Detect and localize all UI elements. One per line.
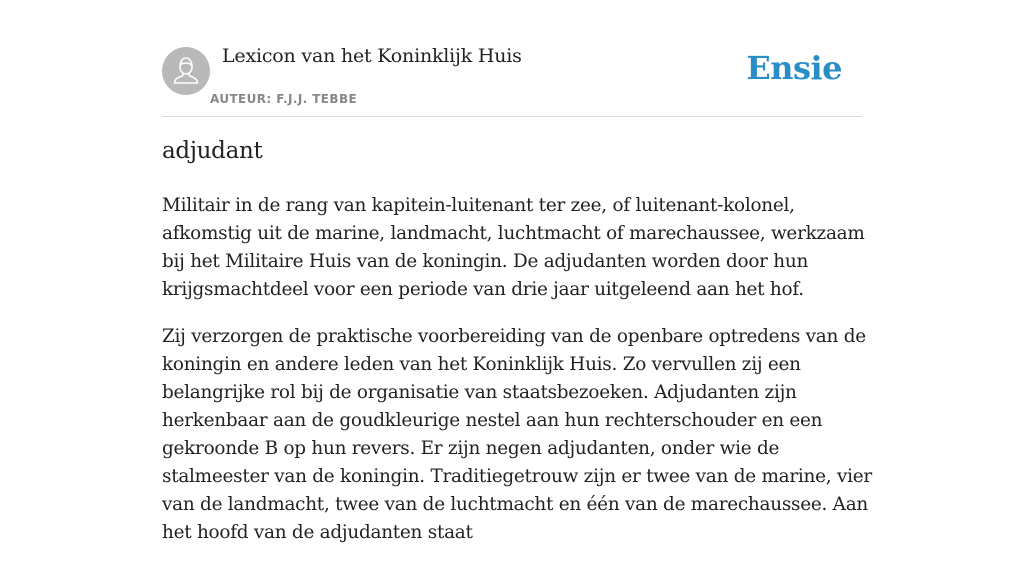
- header: [162, 44, 862, 117]
- entry-paragraph: Militair in de rang van kapitein-luitenant ter zee, of luitenant-kolonel, afkomstig uit de marine, landmacht, luchtmacht of marechaussee, werkzaam bij het Militaire Huis van de koningin. De adjudanten worden door hun krijgsmachtdeel voor een periode van drie jaar uitgeleend aan het hof.: [162, 195, 865, 300]
- author-avatar[interactable]: [162, 47, 210, 95]
- user-avatar-icon: [162, 47, 210, 95]
- entry-paragraph: Zij verzorgen de praktische voorbereiding van de openbare optredens van de koningin en andere leden van het Koninklijk Huis. Zo vervullen zij een belangrijke rol bij de organisatie van staatsbezoeken. Adjudanten zijn herkenbaar aan de goudkleurige nestel aan hun rechterschouder en een gekroonde B op hun revers. Er zijn negen adjudanten, onder wie de stalmeester van de koningin. Traditiegetrouw zijn er twee van de marine, vier van de landmacht, twee van de luchtmacht en één van de marechaussee. Aan het hoofd van de adjudanten staat: [162, 326, 872, 543]
- author-label[interactable]: AUTEUR: F.J.J. TEBBE: [210, 92, 358, 106]
- lexicon-title[interactable]: Lexicon van het Koninklijk Huis: [222, 45, 522, 67]
- entry-content: [162, 192, 874, 566]
- brand-logo[interactable]: Ensie: [746, 49, 842, 87]
- entry-title: adjudant: [162, 138, 263, 164]
